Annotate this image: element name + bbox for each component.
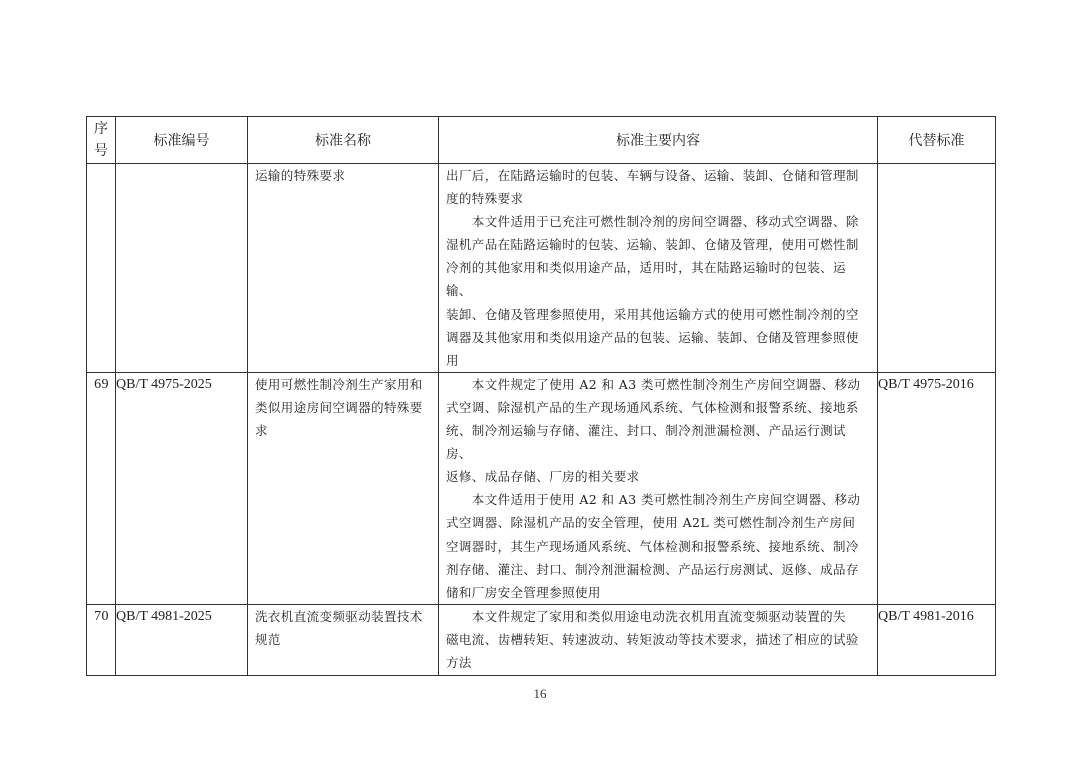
row-content-text: 出厂后，在陆路运输时的包装、车辆与设备、运输、装卸、仓储和管理制 度的特殊要求 本文件适用于已充注可燃性制冷剂的房间空调器、移动式空调器、除 湿机产品在陆路运输时的包装、运输、装卸、仓储及管理，使用可燃性制 冷剂的其他家用和类似用途产品，适用时，其在陆路运输时的包装、运输、 装卸、仓储及管理参照使用，采用其他运输方式的使用可燃性制冷剂的空 调器及其他家用和类似用途产品的包装、运输、装卸、仓储及管理参照使 用	[446, 168, 859, 368]
row-code-text: QB/T 4981-2025	[116, 608, 212, 624]
row-replace	[878, 164, 996, 373]
table-row	[87, 164, 996, 373]
row-code	[116, 372, 248, 604]
standards-table	[86, 116, 996, 676]
table-header-row	[87, 117, 996, 164]
header-seq	[87, 117, 116, 164]
row-replace	[878, 604, 996, 675]
row-name-text: 洗衣机直流变频驱动装置技术 规范	[255, 608, 423, 647]
row-seq	[87, 372, 116, 604]
header-code: 标准编号	[116, 117, 248, 164]
row-replace-text: QB/T 4981-2016	[878, 608, 974, 624]
table-row	[87, 604, 996, 675]
row-code-text: QB/T 4975-2025	[116, 376, 212, 392]
row-name-text: 运输的特殊要求	[255, 168, 346, 183]
row-name	[248, 372, 439, 604]
header-replace: 代替标准	[878, 117, 996, 164]
row-seq	[87, 164, 116, 373]
row-content-text: 本文件规定了家用和类似用途电动洗衣机用直流变频驱动装置的失 磁电流、齿槽转矩、转速波动、转矩波动等技术要求，描述了相应的试验 方法	[446, 608, 859, 670]
row-content	[439, 372, 878, 604]
row-seq-text: 69	[94, 376, 109, 392]
header-seq-line2: 号	[94, 143, 108, 159]
row-content-text: 本文件规定了使用 A2 和 A3 类可燃性制冷剂生产房间空调器、移动 式空调、除湿机产品的生产现场通风系统、气体检测和报警系统、接地系 统、制冷剂运输与存储、灌注、封口、制冷剂泄漏检测、产品运行测试房、 返修、成品存储、厂房的相关要求 本文件适用于使用 A2 和 A3 类可燃性制冷剂生产房间空调器、移动 式空调器、除湿机产品的安全管理，使用 A2L 类可燃性制冷剂生产房间 空调器时，其生产现场通风系统、气体检测和报警系统、接地系统、制冷 剂存储、灌注、封口、制冷剂泄漏检测、产品运行房测试、返修、成品存 储和厂房安全管理参照使用	[446, 376, 861, 600]
row-seq-text: 70	[94, 608, 109, 624]
header-name: 标准名称	[248, 117, 439, 164]
row-seq	[87, 604, 116, 675]
row-code	[116, 164, 248, 373]
header-content: 标准主要内容	[439, 117, 878, 164]
row-code	[116, 604, 248, 675]
row-replace	[878, 372, 996, 604]
row-content	[439, 164, 878, 373]
row-name	[248, 164, 439, 373]
row-content	[439, 604, 878, 675]
table-row	[87, 372, 996, 604]
row-replace-text: QB/T 4975-2016	[878, 376, 974, 392]
page-number: 16	[533, 686, 547, 701]
row-name-text: 使用可燃性制冷剂生产家用和 类似用途房间空调器的特殊要 求	[255, 376, 423, 439]
header-seq-line1: 序	[94, 121, 108, 137]
row-name	[248, 604, 439, 675]
